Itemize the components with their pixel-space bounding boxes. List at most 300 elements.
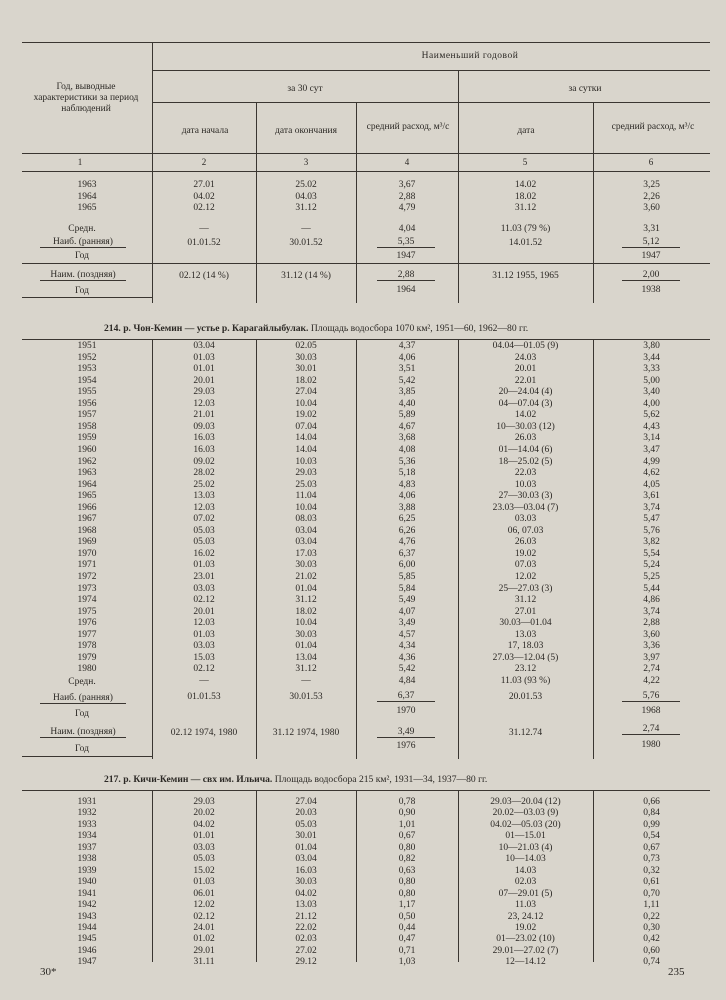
cell-mean-flow-30: 4,67 bbox=[398, 421, 416, 432]
col-num-5: 5 bbox=[522, 157, 528, 167]
cell-end-date: 27.04 bbox=[295, 387, 317, 398]
section-217-heading bbox=[104, 774, 487, 785]
cell-mean-flow-day: 0,60 bbox=[643, 945, 660, 956]
cell-mean-flow-day: 4,05 bbox=[643, 479, 660, 490]
cell-mean-flow-30: 6,37 bbox=[398, 548, 416, 559]
mean-q30: 4,84 bbox=[398, 676, 416, 686]
cell-start-date: 20.01 bbox=[193, 375, 215, 386]
cell-date: 04—07.04 (3) bbox=[498, 398, 553, 409]
cell-mean-flow-30: 4,83 bbox=[398, 479, 416, 490]
col-num-4: 4 bbox=[404, 157, 410, 167]
min-qday: 2,00 bbox=[622, 270, 680, 281]
cell-mean-flow-30: 3,85 bbox=[398, 387, 416, 398]
col-num-2: 2 bbox=[201, 157, 207, 167]
cell-start-date: 02.12 bbox=[193, 664, 215, 675]
min-year-qday: 1980 bbox=[641, 740, 661, 750]
cell-date: 17, 18.03 bbox=[507, 641, 544, 652]
cell-mean-flow-30: 5,36 bbox=[398, 456, 416, 467]
cell-date: 23, 24.12 bbox=[507, 911, 544, 922]
cell-end-date: 18.02 bbox=[295, 606, 317, 617]
block1-end-rule bbox=[22, 297, 152, 298]
cell-start-date: 16.03 bbox=[193, 433, 215, 444]
cell-start-date: 31.11 bbox=[193, 957, 215, 968]
cell-mean-flow-30: 0,90 bbox=[398, 808, 416, 819]
cell-end-date: 02.05 bbox=[295, 341, 317, 351]
cell-year: 1977 bbox=[77, 629, 97, 640]
cell-year: 1965 bbox=[77, 203, 97, 213]
cell-start-date: 29.03 bbox=[193, 797, 215, 807]
cell-year: 1974 bbox=[77, 595, 97, 606]
cell-date: 25—27.03 (3) bbox=[498, 583, 553, 594]
cell-mean-flow-day: 0,73 bbox=[643, 854, 660, 865]
cell-start-date: 01.03 bbox=[193, 877, 215, 888]
cell-mean-flow-day: 5,24 bbox=[643, 560, 660, 571]
cell-mean-flow-day: 0,74 bbox=[643, 957, 660, 968]
cell-end-date: 30.01 bbox=[295, 364, 317, 375]
cell-year: 1980 bbox=[77, 664, 97, 675]
cell-start-date: 01.03 bbox=[193, 629, 215, 640]
cell-date: 20.01 bbox=[514, 364, 537, 375]
cell-mean-flow-30: 3,68 bbox=[398, 433, 416, 444]
cell-year: 1968 bbox=[77, 525, 97, 536]
block1-separator bbox=[22, 263, 710, 264]
cell-start-date: 06.01 bbox=[193, 888, 215, 899]
cell-date: 13.03 bbox=[514, 629, 537, 640]
cell-date: 07—29.01 (5) bbox=[498, 888, 553, 899]
cell-year: 1965 bbox=[77, 491, 97, 502]
cell-date: 19.02 bbox=[514, 548, 537, 559]
cell-year: 1954 bbox=[77, 375, 97, 386]
min-q30: 3,49 bbox=[377, 727, 435, 738]
cell-date: 31.12 bbox=[514, 203, 537, 213]
cell-start-date: 09.02 bbox=[193, 456, 215, 467]
cell-year: 1934 bbox=[77, 831, 97, 842]
cell-year: 1963 bbox=[77, 468, 97, 479]
cell-year: 1976 bbox=[77, 618, 97, 629]
cell-end-date: 30.03 bbox=[295, 629, 317, 640]
header-numbers-top-rule bbox=[22, 153, 710, 154]
cell-start-date: 20.02 bbox=[193, 808, 215, 819]
cell-date: 04.04—01.05 (9) bbox=[492, 341, 559, 351]
cell-start-date: 05.03 bbox=[193, 525, 215, 536]
cell-date: 01—23.02 (10) bbox=[496, 934, 555, 945]
cell-start-date: 03.04 bbox=[193, 341, 215, 351]
cell-mean-flow-day: 3,74 bbox=[643, 606, 660, 617]
cell-mean-flow-day: 3,61 bbox=[643, 491, 660, 502]
cell-year: 1966 bbox=[77, 502, 97, 513]
section-217-details: Площадь водосбора 215 км², 1931—34, 1937—80 гг. bbox=[274, 774, 488, 785]
cell-year: 1963 bbox=[77, 180, 97, 190]
cell-year: 1942 bbox=[77, 900, 97, 911]
cell-end-date: 17.03 bbox=[295, 548, 317, 559]
cell-date: 10—14.03 bbox=[505, 854, 546, 865]
cell-mean-flow-day: 3,14 bbox=[643, 433, 660, 444]
cell-date: 18.02 bbox=[514, 191, 537, 202]
footer-signature-mark: 30* bbox=[40, 966, 57, 978]
cell-end-date: 21.12 bbox=[295, 911, 317, 922]
cell-mean-flow-day: 3,60 bbox=[643, 203, 660, 213]
cell-date: 29.01—27.02 (7) bbox=[492, 945, 559, 956]
mean-end: — bbox=[301, 676, 311, 686]
cell-mean-flow-30: 0,50 bbox=[398, 911, 416, 922]
cell-date: 10—21.03 (4) bbox=[498, 842, 553, 853]
cell-mean-flow-day: 2,26 bbox=[643, 191, 660, 202]
min-date: 31.12.74 bbox=[508, 728, 543, 738]
cell-mean-flow-day: 4,99 bbox=[643, 456, 660, 467]
cell-year: 1970 bbox=[77, 548, 97, 559]
max-date: 14.01.52 bbox=[508, 238, 543, 248]
cell-mean-flow-30: 0,82 bbox=[398, 854, 416, 865]
cell-year: 1940 bbox=[77, 877, 97, 888]
cell-end-date: 20.03 bbox=[295, 808, 317, 819]
cell-start-date: 03.03 bbox=[193, 641, 215, 652]
cell-mean-flow-day: 4,43 bbox=[643, 421, 660, 432]
cell-mean-flow-day: 5,00 bbox=[643, 375, 660, 386]
mean-start: — bbox=[199, 676, 209, 686]
cell-date: 02.03 bbox=[514, 877, 537, 888]
cell-date: 18—25.02 (5) bbox=[498, 456, 553, 467]
cell-start-date: 07.02 bbox=[193, 514, 215, 525]
cell-date: 12.02 bbox=[514, 572, 537, 582]
cell-date: 30.03—01.04 bbox=[499, 618, 552, 629]
cell-mean-flow-30: 2,88 bbox=[398, 191, 416, 202]
cell-date: 11.03 bbox=[514, 900, 537, 911]
section-214-title: 214. р. Чон-Кемин — устье р. Карагайлыбулак. bbox=[104, 323, 309, 334]
max-start: 01.01.52 bbox=[187, 238, 221, 248]
header-date: дата bbox=[517, 126, 535, 136]
cell-mean-flow-30: 3,88 bbox=[398, 502, 416, 513]
cell-start-date: 16.02 bbox=[193, 548, 215, 559]
label-mean: Средн. bbox=[68, 224, 96, 234]
cell-mean-flow-day: 5,44 bbox=[643, 583, 660, 594]
cell-year: 1952 bbox=[77, 352, 97, 363]
cell-mean-flow-day: 0,42 bbox=[643, 934, 660, 945]
cell-end-date: 13.03 bbox=[295, 900, 317, 911]
cell-mean-flow-30: 0,44 bbox=[398, 922, 416, 933]
cell-mean-flow-day: 2,74 bbox=[643, 664, 660, 675]
cell-year: 1972 bbox=[77, 572, 97, 582]
cell-end-date: 30.03 bbox=[295, 877, 317, 888]
cell-date: 26.03 bbox=[514, 537, 537, 548]
max-year-q30: 1947 bbox=[396, 251, 416, 261]
cell-end-date: 18.02 bbox=[295, 375, 317, 386]
cell-start-date: 03.03 bbox=[193, 842, 215, 853]
min-start: 02.12 (14 %) bbox=[179, 271, 229, 281]
mean-date: 11.03 (79 %) bbox=[500, 224, 551, 234]
cell-mean-flow-30: 1,03 bbox=[398, 957, 416, 968]
cell-year: 1932 bbox=[77, 808, 97, 819]
cell-year: 1953 bbox=[77, 364, 97, 375]
cell-mean-flow-day: 0,30 bbox=[643, 922, 660, 933]
cell-mean-flow-30: 6,25 bbox=[398, 514, 416, 525]
cell-mean-flow-30: 5,49 bbox=[398, 595, 416, 606]
cell-year: 1978 bbox=[77, 641, 97, 652]
cell-mean-flow-30: 0,78 bbox=[398, 797, 416, 807]
cell-mean-flow-day: 5,47 bbox=[643, 514, 660, 525]
cell-mean-flow-30: 4,79 bbox=[398, 203, 416, 213]
cell-date: 06, 07.03 bbox=[507, 525, 544, 536]
cell-start-date: 28.02 bbox=[193, 468, 215, 479]
cell-date: 27.01 bbox=[514, 606, 537, 617]
cell-date: 29.03—20.04 (12) bbox=[490, 797, 561, 807]
cell-end-date: 01.04 bbox=[295, 842, 317, 853]
cell-end-date: 22.02 bbox=[295, 922, 317, 933]
cell-mean-flow-day: 3,80 bbox=[643, 341, 660, 351]
cell-mean-flow-day: 0,67 bbox=[643, 842, 660, 853]
max-qday: 5,12 bbox=[622, 237, 680, 248]
cell-year: 1958 bbox=[77, 421, 97, 432]
cell-start-date: 05.03 bbox=[193, 854, 215, 865]
cell-mean-flow-30: 1,01 bbox=[398, 819, 416, 830]
cell-mean-flow-day: 0,66 bbox=[643, 797, 660, 807]
cell-mean-flow-30: 4,57 bbox=[398, 629, 416, 640]
section-217-title: 217. р. Кичи-Кемин — свх им. Ильича. bbox=[104, 774, 273, 785]
header-group-day: за сутки bbox=[568, 84, 602, 94]
cell-start-date: 12.02 bbox=[193, 900, 215, 911]
cell-year: 1956 bbox=[77, 398, 97, 409]
cell-mean-flow-30: 1,17 bbox=[398, 900, 416, 911]
cell-date: 27.03—12.04 (5) bbox=[492, 652, 559, 663]
cell-mean-flow-30: 6,26 bbox=[398, 525, 416, 536]
max-end: 30.01.53 bbox=[289, 692, 323, 702]
mean-qday: 4,22 bbox=[643, 676, 660, 686]
cell-year: 1944 bbox=[77, 922, 97, 933]
max-year-qday: 1968 bbox=[641, 706, 661, 716]
cell-date: 04.02—05.03 (20) bbox=[490, 819, 561, 830]
cell-end-date: 27.02 bbox=[295, 945, 317, 956]
cell-end-date: 08.03 bbox=[295, 514, 317, 525]
cell-year: 1937 bbox=[77, 842, 97, 853]
cell-start-date: 29.03 bbox=[193, 387, 215, 398]
cell-year: 1975 bbox=[77, 606, 97, 617]
cell-date: 22.03 bbox=[514, 468, 537, 479]
cell-mean-flow-day: 0,84 bbox=[643, 808, 660, 819]
cell-mean-flow-30: 5,18 bbox=[398, 468, 416, 479]
cell-date: 14.02 bbox=[514, 180, 537, 190]
cell-date: 14.03 bbox=[514, 865, 537, 876]
block2-top-rule bbox=[22, 339, 710, 340]
cell-mean-flow-30: 4,36 bbox=[398, 652, 416, 663]
cell-year: 1939 bbox=[77, 865, 97, 876]
max-q30: 6,37 bbox=[377, 691, 435, 702]
cell-year: 1955 bbox=[77, 387, 97, 398]
cell-mean-flow-30: 4,76 bbox=[398, 537, 416, 548]
cell-start-date: 21.01 bbox=[193, 410, 215, 421]
cell-start-date: 23.01 bbox=[193, 572, 215, 582]
cell-end-date: 14.04 bbox=[295, 444, 317, 455]
cell-year: 1943 bbox=[77, 911, 97, 922]
cell-start-date: 02.12 bbox=[193, 203, 215, 213]
cell-start-date: 12.03 bbox=[193, 398, 215, 409]
label-year-min: Год bbox=[75, 744, 89, 754]
cell-mean-flow-30: 0,71 bbox=[398, 945, 416, 956]
cell-end-date: 30.03 bbox=[295, 352, 317, 363]
cell-mean-flow-day: 3,33 bbox=[643, 364, 660, 375]
cell-mean-flow-30: 4,06 bbox=[398, 352, 416, 363]
mean-date: 11.03 (93 %) bbox=[500, 676, 551, 686]
cell-date: 01—14.04 (6) bbox=[498, 444, 553, 455]
min-q30: 2,88 bbox=[377, 270, 435, 281]
cell-date: 01—15.01 bbox=[505, 831, 546, 842]
cell-year: 1938 bbox=[77, 854, 97, 865]
cell-start-date: 20.01 bbox=[193, 606, 215, 617]
page-number: 235 bbox=[668, 966, 685, 978]
label-year-min: Год bbox=[75, 286, 89, 296]
cell-mean-flow-day: 0,61 bbox=[643, 877, 660, 888]
cell-start-date: 25.02 bbox=[193, 479, 215, 490]
cell-end-date: 30.03 bbox=[295, 560, 317, 571]
cell-mean-flow-30: 5,89 bbox=[398, 410, 416, 421]
label-year-max: Год bbox=[75, 251, 89, 261]
cell-date: 20—24.04 (4) bbox=[498, 387, 553, 398]
cell-year: 1947 bbox=[77, 957, 97, 968]
min-end: 31.12 1974, 1980 bbox=[272, 728, 340, 738]
cell-mean-flow-30: 4,40 bbox=[398, 398, 416, 409]
cell-end-date: 16.03 bbox=[295, 865, 317, 876]
cell-mean-flow-day: 2,88 bbox=[643, 618, 660, 629]
cell-mean-flow-day: 3,97 bbox=[643, 652, 660, 663]
cell-date: 03.03 bbox=[514, 514, 537, 525]
cell-start-date: 01.03 bbox=[193, 352, 215, 363]
label-year-max: Год bbox=[75, 709, 89, 719]
cell-end-date: 03.04 bbox=[295, 854, 317, 865]
cell-year: 1971 bbox=[77, 560, 97, 571]
cell-start-date: 01.01 bbox=[193, 364, 215, 375]
cell-end-date: 31.12 bbox=[295, 203, 317, 213]
cell-year: 1951 bbox=[77, 341, 97, 351]
cell-year: 1945 bbox=[77, 934, 97, 945]
cell-end-date: 29.12 bbox=[295, 957, 317, 968]
mean-qday: 3,31 bbox=[643, 224, 660, 234]
section-214-heading bbox=[104, 323, 528, 334]
cell-end-date: 10.04 bbox=[295, 618, 317, 629]
cell-date: 22.01 bbox=[514, 375, 537, 386]
cell-start-date: 04.02 bbox=[193, 191, 215, 202]
cell-mean-flow-30: 3,51 bbox=[398, 364, 416, 375]
block2-end-rule bbox=[22, 756, 152, 757]
cell-date: 24.03 bbox=[514, 352, 537, 363]
cell-mean-flow-day: 0,70 bbox=[643, 888, 660, 899]
cell-mean-flow-30: 0,80 bbox=[398, 877, 416, 888]
cell-year: 1931 bbox=[77, 797, 97, 807]
cell-mean-flow-30: 0,67 bbox=[398, 831, 416, 842]
cell-end-date: 10.03 bbox=[295, 456, 317, 467]
min-year-qday: 1938 bbox=[641, 285, 661, 295]
cell-start-date: 03.03 bbox=[193, 583, 215, 594]
cell-mean-flow-day: 4,62 bbox=[643, 468, 660, 479]
cell-date: 23.12 bbox=[514, 664, 537, 675]
header-main: Наименьший годовой bbox=[421, 51, 519, 61]
max-end: 30.01.52 bbox=[289, 238, 323, 248]
cell-start-date: 24.01 bbox=[193, 922, 215, 933]
cell-mean-flow-day: 5,62 bbox=[643, 410, 660, 421]
cell-mean-flow-day: 5,76 bbox=[643, 525, 660, 536]
max-date: 20.01.53 bbox=[508, 692, 543, 702]
cell-date: 07.03 bbox=[514, 560, 537, 571]
max-start: 01.01.53 bbox=[187, 692, 221, 702]
cell-start-date: 16.03 bbox=[193, 444, 215, 455]
min-qday: 2,74 bbox=[622, 724, 680, 735]
cell-end-date: 29.03 bbox=[295, 468, 317, 479]
cell-mean-flow-30: 0,63 bbox=[398, 865, 416, 876]
cell-start-date: 02.12 bbox=[193, 911, 215, 922]
cell-end-date: 04.03 bbox=[295, 191, 317, 202]
cell-mean-flow-day: 3,60 bbox=[643, 629, 660, 640]
cell-mean-flow-day: 5,25 bbox=[643, 572, 660, 582]
cell-end-date: 11.04 bbox=[295, 491, 317, 502]
cell-end-date: 31.12 bbox=[295, 664, 317, 675]
cell-date: 31.12 bbox=[514, 595, 537, 606]
cell-year: 1959 bbox=[77, 433, 97, 444]
cell-mean-flow-30: 3,67 bbox=[398, 180, 416, 190]
cell-date: 12—14.12 bbox=[505, 957, 546, 968]
cell-mean-flow-day: 3,47 bbox=[643, 444, 660, 455]
label-min: Наим. (поздняя) bbox=[40, 270, 126, 281]
cell-mean-flow-day: 3,82 bbox=[643, 537, 660, 548]
cell-mean-flow-day: 0,99 bbox=[643, 819, 660, 830]
cell-end-date: 03.04 bbox=[295, 525, 317, 536]
cell-end-date: 10.04 bbox=[295, 502, 317, 513]
cell-mean-flow-30: 0,80 bbox=[398, 842, 416, 853]
cell-end-date: 07.04 bbox=[295, 421, 317, 432]
cell-mean-flow-day: 3,40 bbox=[643, 387, 660, 398]
cell-start-date: 15.02 bbox=[193, 865, 215, 876]
cell-end-date: 02.03 bbox=[295, 934, 317, 945]
cell-mean-flow-30: 3,49 bbox=[398, 618, 416, 629]
cell-start-date: 02.12 bbox=[193, 595, 215, 606]
cell-date: 19.02 bbox=[514, 922, 537, 933]
cell-end-date: 13.04 bbox=[295, 652, 317, 663]
cell-start-date: 29.01 bbox=[193, 945, 215, 956]
cell-date: 27—30.03 (3) bbox=[498, 491, 553, 502]
cell-start-date: 13.03 bbox=[193, 491, 215, 502]
table-top-rule bbox=[22, 42, 710, 43]
cell-start-date: 12.03 bbox=[193, 502, 215, 513]
header-mean-30: средний расход, м³/с bbox=[366, 122, 450, 132]
cell-year: 1962 bbox=[77, 456, 97, 467]
cell-date: 10.03 bbox=[514, 479, 537, 490]
cell-end-date: 25.02 bbox=[295, 180, 317, 190]
cell-end-date: 04.02 bbox=[295, 888, 317, 899]
min-end: 31.12 (14 %) bbox=[281, 271, 331, 281]
cell-mean-flow-day: 0,32 bbox=[643, 865, 660, 876]
cell-mean-flow-day: 1,11 bbox=[643, 900, 660, 911]
label-max: Наиб. (ранняя) bbox=[40, 237, 126, 248]
cell-end-date: 27.04 bbox=[295, 797, 317, 807]
cell-end-date: 30.01 bbox=[295, 831, 317, 842]
cell-year: 1973 bbox=[77, 583, 97, 594]
cell-year: 1964 bbox=[77, 191, 97, 202]
header-mean-day: средний расход, м³/с bbox=[611, 122, 695, 132]
cell-date: 26.03 bbox=[514, 433, 537, 444]
cell-year: 1969 bbox=[77, 537, 97, 548]
cell-end-date: 25.03 bbox=[295, 479, 317, 490]
max-year-qday: 1947 bbox=[641, 251, 661, 261]
col-num-3: 3 bbox=[303, 157, 309, 167]
cell-mean-flow-day: 3,36 bbox=[643, 641, 660, 652]
label-min: Наим. (поздняя) bbox=[40, 727, 126, 738]
cell-end-date: 19.02 bbox=[295, 410, 317, 421]
cell-end-date: 01.04 bbox=[295, 641, 317, 652]
cell-date: 14.02 bbox=[514, 410, 537, 421]
cell-mean-flow-30: 4,37 bbox=[398, 341, 416, 351]
cell-start-date: 01.03 bbox=[193, 560, 215, 571]
mean-start: — bbox=[199, 224, 209, 234]
min-date: 31.12 1955, 1965 bbox=[492, 271, 559, 281]
cell-mean-flow-30: 4,34 bbox=[398, 641, 416, 652]
label-max: Наиб. (ранняя) bbox=[40, 693, 126, 704]
cell-start-date: 05.03 bbox=[193, 537, 215, 548]
